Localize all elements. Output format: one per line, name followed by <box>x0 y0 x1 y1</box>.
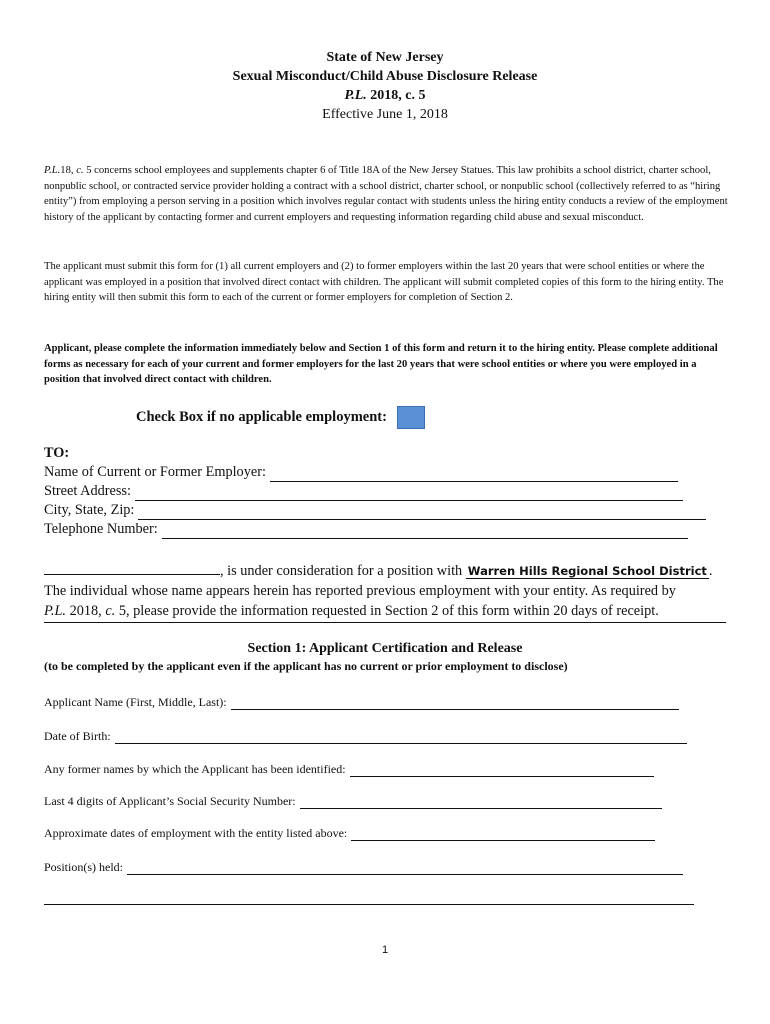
header-law-rest: 2018, c. 5 <box>370 88 426 103</box>
applicant-name-blank[interactable] <box>44 560 220 575</box>
employment-dates-label: Approximate dates of employment with the entity listed above: <box>44 826 348 840</box>
consideration-statement: , is under consideration for a position with Warren Hills Regional School District . The individual whose name appears herein has reported previous employment with your entity. As required by P.L. 2018, c. 5, please provide the information requested in Section 2 of this form within 20 days of receipt. <box>44 560 734 621</box>
page-number: 1 <box>381 944 389 956</box>
header-law-pl: P.L. <box>344 88 367 103</box>
former-names-row <box>44 762 654 777</box>
positions-field[interactable] <box>127 862 683 875</box>
consider-text-2: The individual whose name appears herein has reported previous employment with your entity. As required by <box>44 583 676 599</box>
section1-subtitle: (to be completed by the applicant even if the applicant has no current or prior employment to disclose) <box>44 659 568 673</box>
city-state-zip-label: City, State, Zip: <box>44 502 135 518</box>
employer-name-row <box>44 463 744 482</box>
consider-text-1: , is under consideration for a position with <box>220 563 466 579</box>
consider-pl: P.L. <box>44 603 66 619</box>
intro-c: c. <box>76 165 84 176</box>
no-employment-checkbox[interactable] <box>397 406 425 429</box>
applicant-instructions: Applicant, please complete the information immediately below and Section 1 of this form and return it to the hiring entity. Please complete additional forms as necessary for each of your current and former employers for the last 20 years that were school entities or where you were employed in a position that involved direct contact with children. <box>44 343 718 386</box>
intro-paragraph <box>44 163 728 225</box>
telephone-label: Telephone Number: <box>44 521 158 537</box>
telephone-field[interactable] <box>162 524 688 539</box>
former-names-field[interactable] <box>350 764 654 777</box>
intro-num: 18, <box>60 165 74 176</box>
employer-name-field[interactable] <box>270 467 678 482</box>
telephone-row <box>44 520 744 539</box>
positions-row <box>44 860 683 875</box>
employment-dates-field[interactable] <box>351 828 655 841</box>
form-header <box>0 48 770 124</box>
section-divider <box>44 622 726 623</box>
header-law <box>0 86 770 105</box>
street-address-label: Street Address: <box>44 483 131 499</box>
school-district-name: Warren Hills Regional School District <box>467 564 707 578</box>
instructions-paragraph: The applicant must submit this form for (1) all current employers and (2) to former employers within the last 20 years that were school entities or where the applicant was employed in a position that involved direct contact with children. The applicant will submit completed copies of this form to the hiring entity. The hiring entity will then submit this form to each of the current or former employers for completion of Section 2. <box>44 261 724 304</box>
former-names-label: Any former names by which the Applicant has been identified: <box>44 762 346 776</box>
applicant-name-row <box>44 695 679 710</box>
no-employment-label: Check Box if no applicable employment: <box>136 409 387 425</box>
intro-body: 5 concerns school employees and supplements chapter 6 of Title 18A of the New Jersey Statues. This law prohibits a school district, charter school, nonpublic school, or contracted service provider holding a contract with a school district, charter school, or nonpublic school (collectively referred to as “hiring entity”) from employing a person serving in a position which involves regular contact with students unless the hiring entity conducts a review of the employment history of the applicant by contacting former and current employers and requesting information regarding child abuse and sexual misconduct. <box>44 165 728 223</box>
street-address-field[interactable] <box>135 486 683 501</box>
header-state: State of New Jersey <box>326 50 444 65</box>
consider-text-4: 5, please provide the information requested in Section 2 of this form within 20 days of receipt. <box>118 603 659 619</box>
dob-label: Date of Birth: <box>44 729 111 743</box>
ssn-label: Last 4 digits of Applicant’s Social Security Number: <box>44 794 296 808</box>
header-effective-date: Effective June 1, 2018 <box>322 107 448 122</box>
employer-name-label: Name of Current or Former Employer: <box>44 464 266 480</box>
street-address-row <box>44 482 744 501</box>
header-title: Sexual Misconduct/Child Abuse Disclosure Release <box>232 69 538 84</box>
positions-label: Position(s) held: <box>44 860 124 874</box>
section1-title: Section 1: Applicant Certification and Release <box>247 641 523 656</box>
consider-text-3: 2018, <box>69 603 102 619</box>
dob-row <box>44 729 687 744</box>
applicant-name-label: Applicant Name (First, Middle, Last): <box>44 695 227 709</box>
city-state-zip-field[interactable] <box>138 505 706 520</box>
positions-field-continued[interactable] <box>44 904 694 905</box>
no-employment-row <box>136 406 425 429</box>
applicant-name-field[interactable] <box>231 697 679 710</box>
to-label: TO: <box>44 445 70 461</box>
city-state-zip-row <box>44 501 744 520</box>
employment-dates-row <box>44 826 655 841</box>
ssn-row <box>44 794 662 809</box>
intro-pl: P.L. <box>44 165 61 176</box>
consider-c: c. <box>105 603 116 619</box>
ssn-field[interactable] <box>300 796 662 809</box>
employer-block <box>44 444 744 539</box>
dob-field[interactable] <box>115 731 687 744</box>
